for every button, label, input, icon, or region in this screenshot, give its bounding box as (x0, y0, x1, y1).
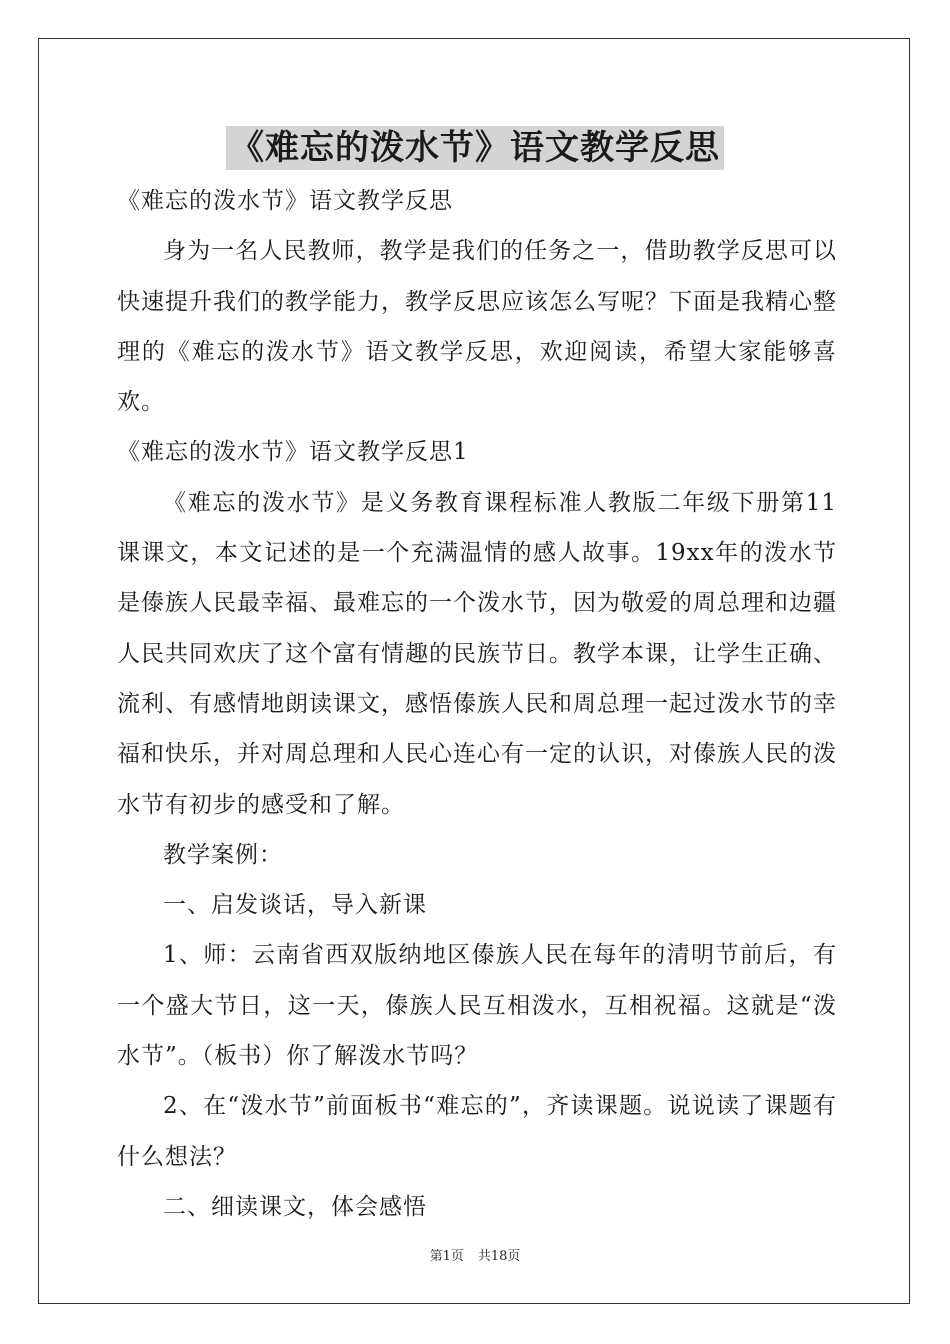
page-number: 第1页 (429, 1249, 464, 1264)
paragraph: 1、师：云南省西双版纳地区傣族人民在每年的清明节前后，有一个盛大节日，这一天，傣族人民互相泼水，互相祝福。这就是“泼水节”。（板书）你了解泼水节吗？ (117, 942, 837, 1070)
paragraph: 二、细读课文，体会感悟 (163, 1193, 427, 1220)
page-total: 共18页 (477, 1249, 521, 1264)
document-title: 《难忘的泼水节》语文教学反思 (226, 126, 724, 170)
paragraph: 2、在“泼水节”前面板书“难忘的”，齐读课题。说说读了课题有什么想法？ (117, 1093, 837, 1170)
page-footer (0, 1248, 950, 1266)
paragraph: 一、启发谈话，导入新课 (163, 892, 427, 919)
paragraph: 《难忘的泼水节》语文教学反思1 (117, 439, 469, 466)
paragraph: 身为一名人民教师，教学是我们的任务之一，借助教学反思可以快速提升我们的教学能力，教学反思应该怎么写呢？下面是我精心整理的《难忘的泼水节》语文教学反思，欢迎阅读，希望大家能够喜欢。 (117, 238, 837, 416)
document-body (117, 176, 837, 1232)
paragraph: 《难忘的泼水节》语文教学反思 (117, 188, 453, 214)
paragraph: 《难忘的泼水节》是义务教育课程标准人教版二年级下册第11课课文，本文记述的是一个充满温情的感人故事。19xx年的泼水节是傣族人民最幸福、最难忘的一个泼水节，因为敬爱的周总理和边疆人民共同欢庆了这个富有情趣的民族节日。教学本课，让学生正确、流利、有感情地朗读课文，感悟傣族人民和周总理一起过泼水节的幸福和快乐，并对周总理和人民心连心有一定的认识，对傣族人民的泼水节有初步的感受和了解。 (117, 489, 837, 818)
paragraph: 教学案例： (163, 841, 283, 868)
title-container (0, 126, 950, 170)
